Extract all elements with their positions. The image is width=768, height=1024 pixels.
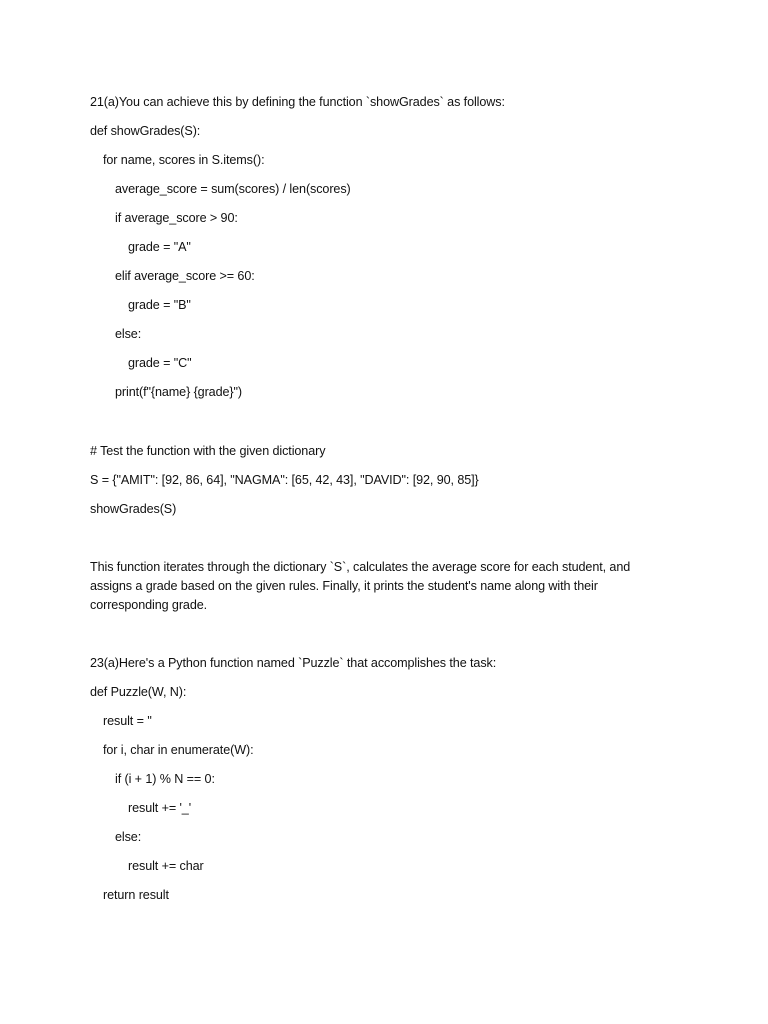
code-line: grade = "B" bbox=[128, 298, 191, 312]
code-line: result = '' bbox=[103, 714, 152, 728]
code-line: for i, char in enumerate(W): bbox=[103, 743, 254, 757]
code-line: def Puzzle(W, N): bbox=[90, 685, 187, 699]
code-line: else: bbox=[115, 830, 142, 844]
code-line: grade = "C" bbox=[128, 356, 192, 370]
code-line: for name, scores in S.items(): bbox=[103, 153, 265, 167]
code-line: print(f"{name} {grade}") bbox=[115, 385, 242, 399]
code-line: return result bbox=[103, 888, 169, 902]
section1-intro: 21(a)You can achieve this by defining the function `showGrades` as follows: bbox=[90, 95, 505, 109]
test-comment: # Test the function with the given dictionary bbox=[90, 444, 326, 458]
code-line: if (i + 1) % N == 0: bbox=[115, 772, 215, 786]
section2-intro: 23(a)Here's a Python function named `Puzzle` that accomplishes the task: bbox=[90, 656, 497, 670]
code-line: result += char bbox=[128, 859, 204, 873]
code-line: elif average_score >= 60: bbox=[115, 269, 255, 283]
code-line: grade = "A" bbox=[128, 240, 191, 254]
code-line: result += '_' bbox=[128, 801, 192, 815]
explanation-paragraph: This function iterates through the dictionary `S`, calculates the average score for each student, and assigns a grade based on the given rules. Finally, it prints the student's name along with their corresponding grade. bbox=[90, 560, 631, 612]
code-line: def showGrades(S): bbox=[90, 124, 201, 138]
test-dict: S = {"AMIT": [92, 86, 64], "NAGMA": [65, 42, 43], "DAVID": [92, 90, 85]} bbox=[90, 473, 479, 487]
code-line: if average_score > 90: bbox=[115, 211, 238, 225]
code-line: else: bbox=[115, 327, 142, 341]
test-call: showGrades(S) bbox=[90, 502, 177, 516]
code-line: average_score = sum(scores) / len(scores) bbox=[115, 182, 351, 196]
